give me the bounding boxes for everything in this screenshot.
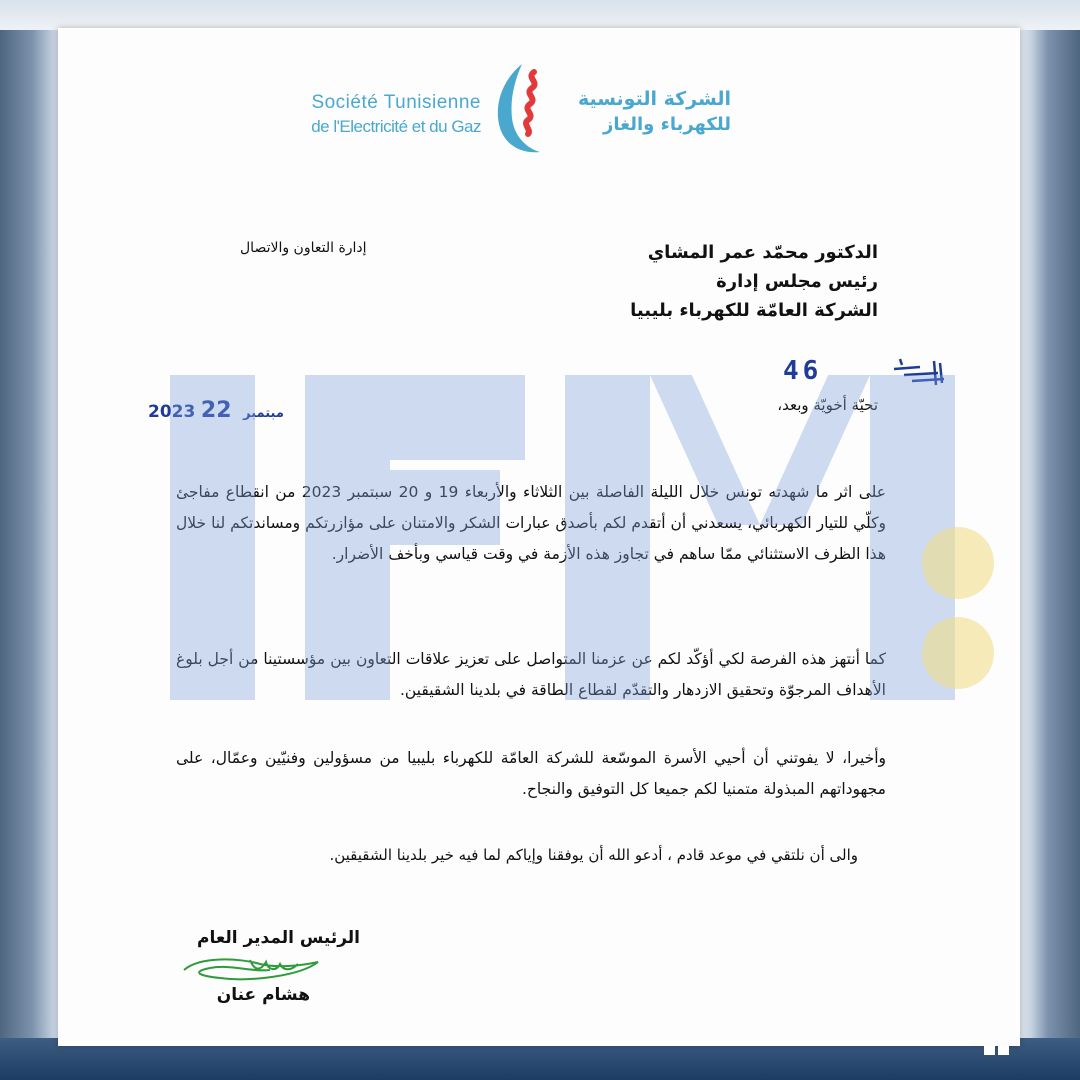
date-month: مبتمبر <box>243 406 284 421</box>
sender-department: إدارة التعاون والاتصال <box>240 240 367 256</box>
reference-number-stamp: 46 <box>783 356 823 386</box>
paragraph-3: وأخيرا، لا يفوتني أن أحيي الأسرة الموسّعة للشركة العامّة للكهرباء بليبيا من مسؤولين وفنيّين وعمّال، على مجهوداتهم المبذولة متمنيا لكم جميعا كل التوفيق والنجاح. <box>176 749 886 798</box>
watermark-letter-f-top <box>390 375 525 460</box>
recipient-block <box>458 238 878 325</box>
watermark-colon-dot-bottom <box>922 617 994 689</box>
date-day: 22 <box>200 398 232 423</box>
paragraph-1: على اثر ما شهدته تونس خلال الليلة الفاصلة بين الثلاثاء والأربعاء 19 و 20 سبتمبر 2023 من انقطاع مفاجئ وكلّي للتيار الكهربائي، يسعدني أن أتقدم لكم بأصدق عبارات الشكر والامتنان على مؤازرتكم ومساندتكم لنا خلال هذا الظرف الاستثنائي ممّا ساهم في تجاوز هذه الأزمة في وقت قياسي وبأخف الأضرار. <box>176 483 886 563</box>
logo-french-line1: Société Tunisienne <box>311 92 481 113</box>
paragraph-2: كما أنتهز هذه الفرصة لكي أؤكّد لكم عن عزمنا المتواصل على تعزيز علاقات التعاون بين مؤسستينا من أجل بلوغ الأهداف المرجوّة وتحقيق الازدهار والتقدّم لقطاع الطاقة في بلدينا الشقيقين. <box>176 650 886 699</box>
closing-line: والى أن نلتقي في موعد قادم ، أدعو الله أن يوفقنا وإياكم لما فيه خير بلدينا الشقيقين. <box>329 846 858 864</box>
watermark-letter-m-left <box>565 375 650 700</box>
corner-dots-icon <box>984 1040 1012 1059</box>
logo-arabic-line2: للكهرباء والغاز <box>602 114 731 135</box>
logo-arabic-name <box>556 86 731 138</box>
handwritten-signature-icon <box>180 950 330 988</box>
recipient-organization: الشركة العامّة للكهرباء بليبيا <box>630 300 878 321</box>
signatory-name: هشام عنان <box>216 985 310 1005</box>
date-year: 2023 <box>148 402 196 422</box>
greeting: تحيّة أخويّة وبعد، <box>777 396 878 414</box>
signatory-title: الرئيس المدير العام <box>196 928 360 948</box>
watermark-colon-dot-top <box>922 527 994 599</box>
logo-french-line2: de l'Electricité et du Gaz <box>311 117 481 136</box>
recipient-title: رئيس مجلس إدارة <box>716 271 878 292</box>
page-bottom-edge <box>58 1041 970 1044</box>
logo-french-name <box>296 91 481 139</box>
watermark-letter-i <box>170 375 255 700</box>
steg-logo-emblem-icon <box>488 60 554 158</box>
recipient-name: الدكتور محمّد عمر المشاي <box>647 242 878 263</box>
watermark-letter-f-stem <box>305 375 390 700</box>
logo-arabic-line1: الشركة التونسية <box>577 88 731 110</box>
background-top <box>0 0 1080 30</box>
watermark-letter-f-middle <box>390 470 500 545</box>
